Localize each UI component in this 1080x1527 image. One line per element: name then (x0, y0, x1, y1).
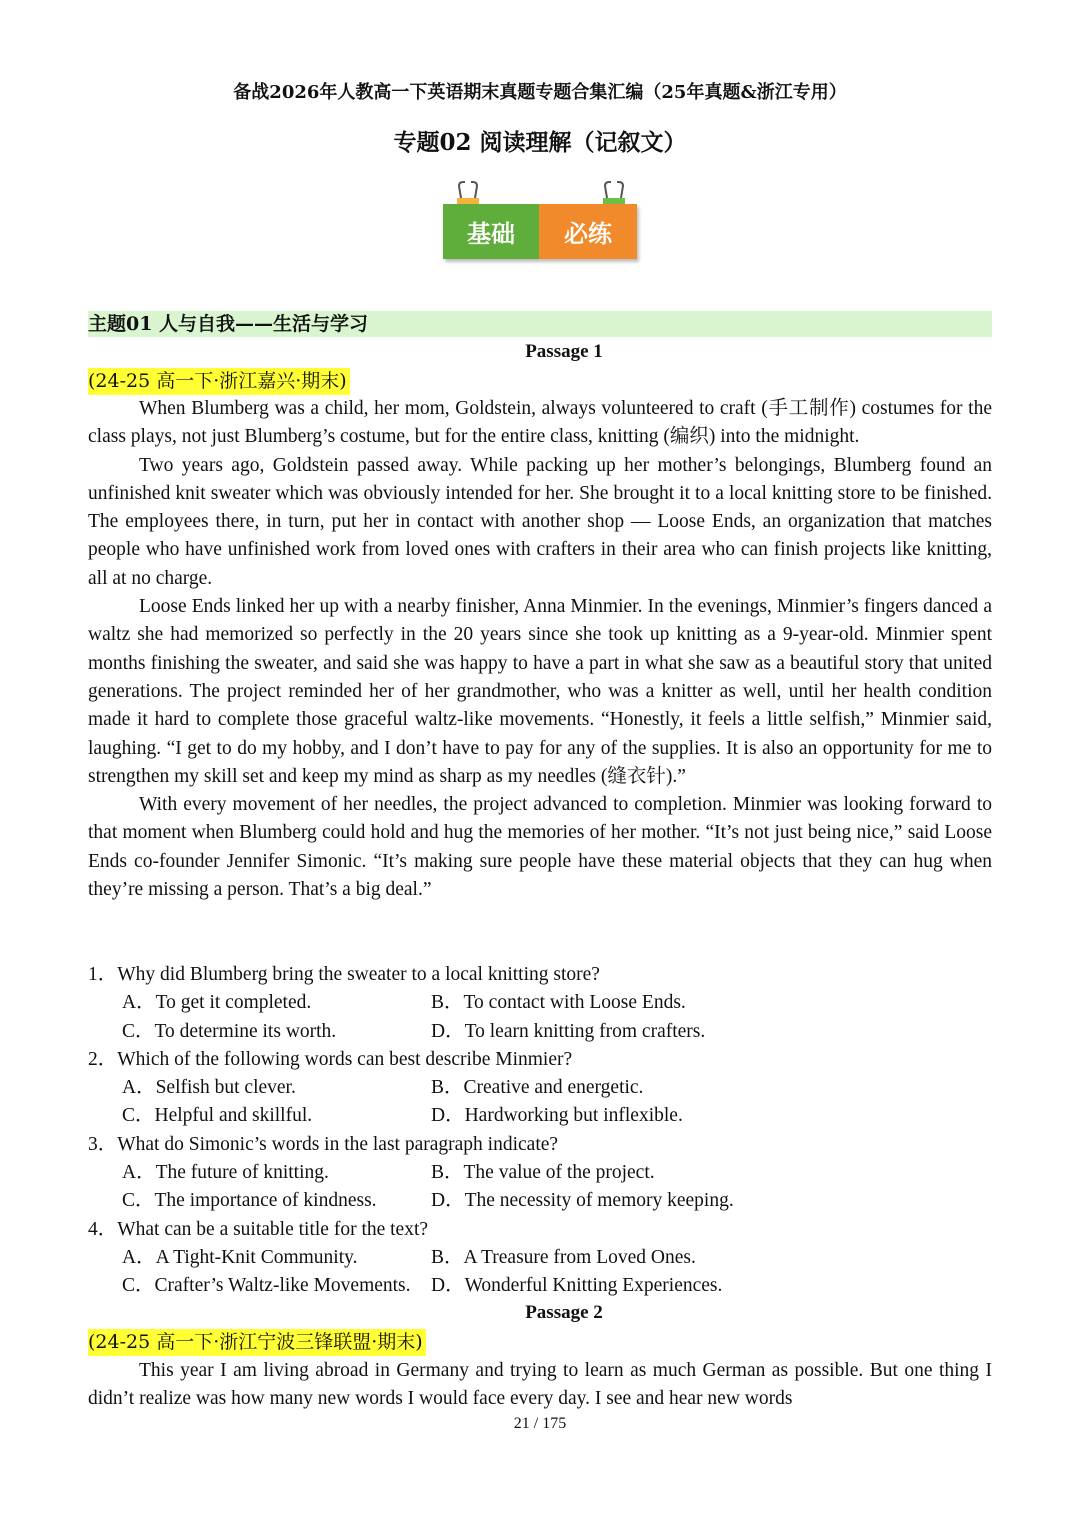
passage-2-source: (24-25 高一下·浙江宁波三锋联盟·期末) (88, 1329, 426, 1356)
badge-label-practice: 必练 (539, 204, 637, 259)
document-title: 专题02 阅读理解（记叙文） (393, 129, 687, 156)
passage-2-body (88, 1357, 992, 1414)
passage-1-body (88, 395, 992, 904)
question-list (88, 961, 992, 1301)
answer-option: A．Selfish but clever. (122, 1077, 296, 1099)
question-stem: 3．What do Simonic’s words in the last paragraph indicate? (88, 1133, 559, 1155)
answer-option: A．A Tight-Knit Community. (122, 1246, 358, 1268)
paragraph: With every movement of her needles, the project advanced to completion. Minmier was looking forward to that moment when Blumberg could hold and hug the memories of her mother. “It’s not just being nice,” said Loose Ends co-founder Jennifer Simonic. “It’s making sure people have these material objects that they can hug when they’re missing a person. That’s a big deal.” (88, 794, 992, 901)
paragraph: This year I am living abroad in Germany and trying to learn as much German as possible. But one thing I didn’t realize was how many new words I would face every day. I see and hear new words (88, 1360, 992, 1410)
section-heading: 主题01 人与自我——生活与学习 (88, 311, 992, 337)
answer-option: D．Hardworking but inflexible. (431, 1105, 683, 1127)
answer-option: B．The value of the project. (431, 1162, 655, 1184)
answer-option: D．To learn knitting from crafters. (431, 1020, 706, 1042)
answer-option: D．The necessity of memory keeping. (431, 1190, 734, 1212)
paragraph: Loose Ends linked her up with a nearby finisher, Anna Minmier. In the evenings, Minmier’s fingers danced a waltz she had memorized so perfectly in the 20 years since she took up knitting as a 9-year-old. Minmier spent months finishing the sweater, and said she was happy to have a part in what she saw as a beautiful story that united generations. The project reminded her of her grandmother, who was a knitter as well, until her health condition made it hard to complete those graceful waltz-like movements. “Honestly, it feels a little selfish,” Minmier said, laughing. “I get to do my hobby, and I don’t have to pay for any of the supplies. It is also an opportunity for me to strengthen my skill set and keep my mind as sharp as my needles (缝衣针).” (88, 596, 992, 787)
badge-label-basic: 基础 (443, 204, 539, 259)
page-number: 21 / 175 (513, 1415, 567, 1432)
passage-1-source: (24-25 高一下·浙江嘉兴·期末) (88, 368, 350, 395)
series-title: 备战2026年人教高一下英语期末真题专题合集汇编（25年真题&浙江专用） (233, 82, 847, 103)
section-badge (443, 180, 637, 262)
passage-1-title: Passage 1 (525, 341, 603, 362)
answer-option: C．The importance of kindness. (122, 1190, 377, 1212)
answer-option: B．Creative and energetic. (431, 1077, 644, 1099)
answer-option: B．To contact with Loose Ends. (431, 992, 686, 1014)
paragraph: When Blumberg was a child, her mom, Goldstein, always volunteered to craft (手工制作) costumes for the class plays, not just Blumberg’s costume, but for the entire class, knitting (编织) into the midnight. (88, 398, 992, 448)
paragraph: Two years ago, Goldstein passed away. While packing up her mother’s belongings, Blumberg found an unfinished knit sweater which was obviously intended for her. She brought it to a local knitting store to be finished. The employees there, in turn, put her in contact with another shop — Loose Ends, an organization that matches people who have unfinished work from loved ones with crafters in their area who can finish projects like knitting, all at no charge. (88, 454, 992, 589)
answer-option: C．Crafter’s Waltz-like Movements. (122, 1275, 411, 1297)
question-stem: 4．What can be a suitable title for the text? (88, 1218, 429, 1240)
question-stem: 1．Why did Blumberg bring the sweater to a local knitting store? (88, 964, 600, 985)
answer-option: A．To get it completed. (122, 992, 312, 1014)
question-stem: 2．Which of the following words can best describe Minmier? (88, 1048, 573, 1070)
answer-option: C．Helpful and skillful. (122, 1105, 313, 1127)
answer-option: D．Wonderful Knitting Experiences. (431, 1275, 723, 1297)
answer-option: B．A Treasure from Loved Ones. (431, 1246, 696, 1268)
answer-option: C．To determine its worth. (122, 1020, 337, 1042)
answer-option: A．The future of knitting. (122, 1162, 329, 1184)
passage-2-title: Passage 2 (525, 1302, 603, 1323)
